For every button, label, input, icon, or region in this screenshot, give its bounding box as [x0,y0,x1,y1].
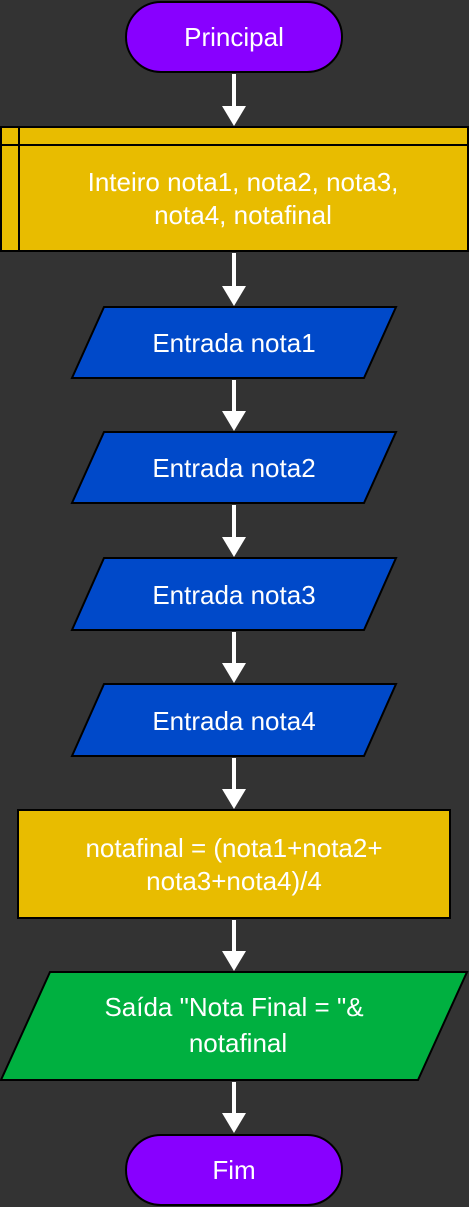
declare-line-1: Inteiro nota1, nota2, nota3, [87,167,399,197]
end-label: Fim [212,1155,256,1185]
assign-line-2: nota3+nota4)/4 [146,866,322,896]
assign-line-1: notafinal = (nota1+nota2+ [85,833,383,863]
input-label-4: Entrada nota4 [152,706,316,736]
output-line-1: Saída "Nota Final = "& [104,992,364,1022]
arrow-input4-assign [222,758,246,809]
input-label-1: Entrada nota1 [152,328,316,358]
arrow-output-end [222,1082,246,1133]
input-node-1 [72,307,396,378]
declare-line-2: nota4, notafinal [154,200,332,230]
start-node [126,2,342,72]
assign-node [18,810,450,918]
arrow-start-declare [222,74,246,126]
input-label-2: Entrada nota2 [152,453,316,483]
arrow-input3-input4 [222,632,246,683]
arrow-input1-input2 [222,380,246,431]
output-node [1,972,467,1080]
input-label-3: Entrada nota3 [152,580,316,610]
start-label: Principal [184,22,284,52]
arrow-input2-input3 [222,505,246,557]
input-node-4 [72,684,396,756]
input-node-3 [72,558,396,630]
arrow-declare-input1 [222,253,246,306]
end-node [126,1135,342,1205]
input-node-2 [72,432,396,503]
arrow-assign-output [222,920,246,971]
declare-node [1,127,468,251]
output-line-2: notafinal [188,1028,288,1058]
